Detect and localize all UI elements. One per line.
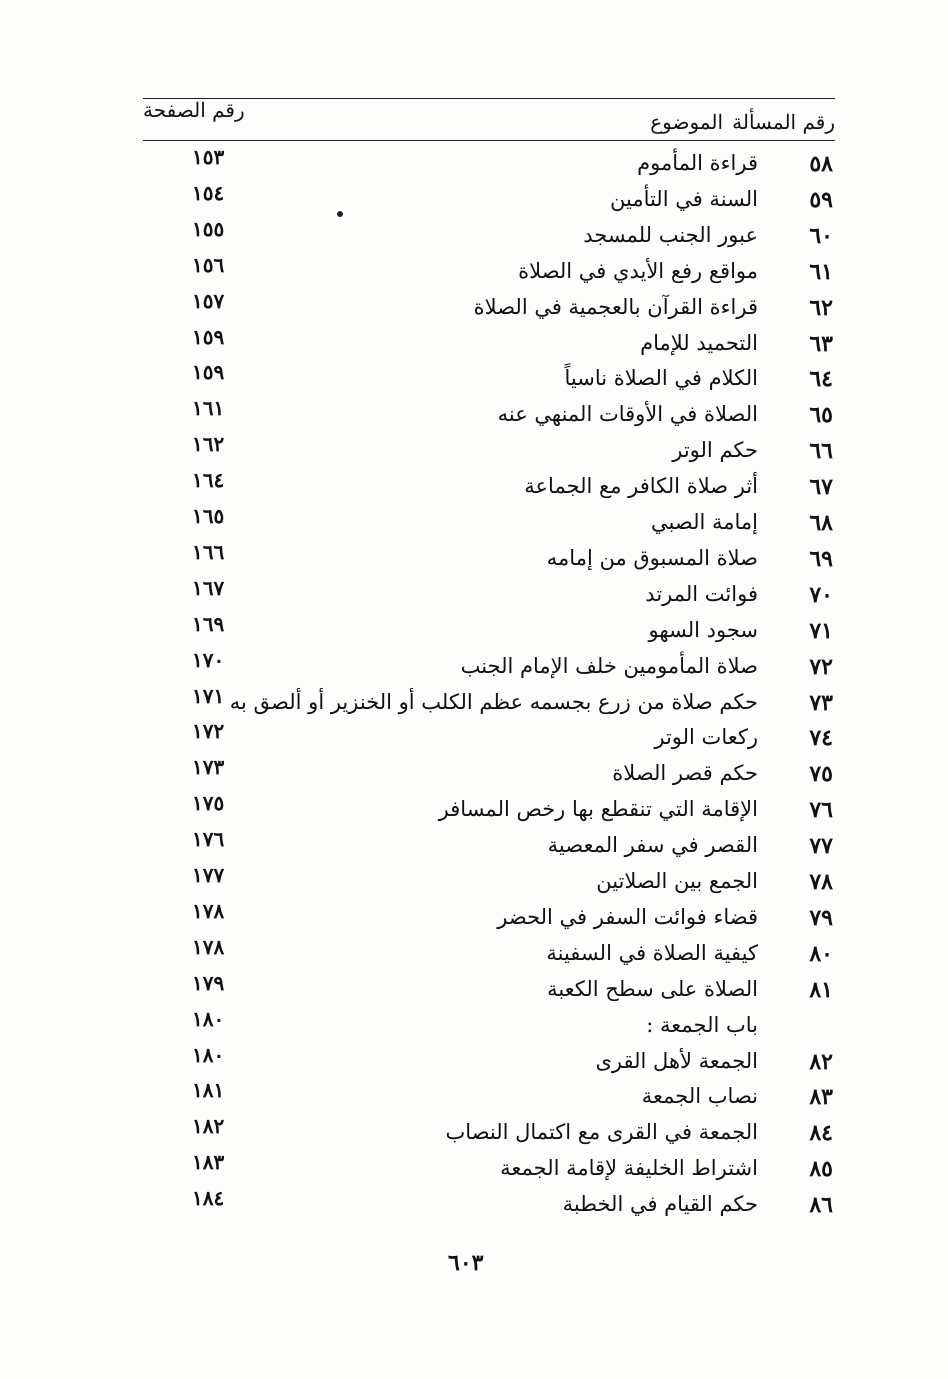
page-reference: ١٥٣ (192, 145, 225, 169)
issue-number: ٧٠ (809, 581, 833, 608)
table-row (0, 863, 948, 905)
issue-number: ٧٢ (809, 653, 833, 680)
topic-title: التحميد للإمام (640, 330, 758, 355)
page-reference: ١٦٥ (192, 504, 225, 528)
table-row (0, 1150, 948, 1192)
page-reference: ١٦٧ (192, 575, 225, 600)
page-reference: ١٨٣ (192, 1150, 225, 1175)
table-row (0, 791, 948, 833)
page-reference: ١٨١ (192, 1078, 225, 1103)
topic-title: ركعات الوتر (654, 725, 758, 750)
page-reference: ١٦٩ (192, 611, 225, 636)
table-row (0, 575, 948, 618)
page-reference: ١٥٧ (192, 288, 225, 313)
page-reference: ١٥٤ (192, 180, 225, 205)
page-reference: ١٥٥ (192, 216, 225, 241)
table-row (0, 970, 948, 1013)
table-row (0, 432, 948, 474)
header-top-rule (143, 98, 835, 99)
page-reference: ١٧٨ (192, 898, 225, 923)
table-row (0, 1114, 948, 1156)
topic-title: حكم الوتر (672, 438, 758, 463)
table-row (0, 539, 948, 582)
topic-title: باب الجمعة : (646, 1012, 758, 1037)
page-reference: ١٥٦ (192, 252, 225, 277)
header-bottom-rule (143, 140, 835, 141)
topic-title: القصر في سفر المعصية (547, 833, 758, 858)
issue-number: ٨٤ (809, 1120, 833, 1147)
table-row (0, 252, 948, 295)
topic-title: الجمعة لأهل القرى (595, 1048, 758, 1073)
topic-title: اشتراط الخليفة لإقامة الجمعة (500, 1156, 758, 1181)
issue-number: ٨٠ (809, 940, 833, 967)
page-number-footer: ٦٠٣ (448, 1250, 484, 1276)
topic-title: قضاء فوائت السفر في الحضر (497, 904, 758, 929)
page-reference: ١٨٤ (192, 1186, 225, 1211)
table-row (0, 611, 948, 654)
topic-title: كيفية الصلاة في السفينة (546, 940, 758, 965)
issue-number: ٧٩ (809, 904, 833, 931)
issue-number: ٦٤ (809, 366, 833, 393)
table-row (0, 288, 948, 331)
topic-title: سجود السهو (648, 617, 758, 642)
topic-title: صلاة المسبوق من إمامه (546, 545, 758, 570)
issue-number: ٦١ (809, 258, 833, 285)
issue-number: ٧٣ (809, 689, 833, 716)
issue-number: ٦٢ (809, 294, 833, 321)
issue-number: ٦٨ (809, 510, 833, 536)
issue-number: ٥٩ (809, 186, 833, 213)
topic-title: الجمعة في القرى مع اكتمال النصاب (445, 1120, 758, 1145)
table-row (0, 827, 948, 869)
table-row (0, 145, 948, 187)
topic-title: الإقامة التي تنقطع بها رخص المسافر (438, 797, 758, 822)
topic-title: حكم قصر الصلاة (612, 761, 758, 786)
topic-title: الجمع بين الصلاتين (596, 869, 758, 893)
issue-number: ٧٨ (809, 869, 833, 895)
page-reference: ١٧٦ (192, 827, 225, 852)
issue-number: ٦٩ (809, 545, 833, 572)
issue-number: ٦٦ (809, 438, 833, 465)
topic-title: أثر صلاة الكافر مع الجماعة (524, 474, 758, 499)
issue-number: ٨٢ (809, 1048, 833, 1075)
topic-title: مواقع رفع الأيدي في الصلاة (518, 258, 758, 283)
issue-number: ٧٤ (809, 725, 833, 752)
page-reference: ١٧٥ (192, 791, 225, 816)
topic-title: نصاب الجمعة (641, 1084, 758, 1109)
page-reference: ١٦١ (192, 396, 225, 421)
table-row (0, 216, 948, 259)
issue-number: ٨٦ (809, 1192, 833, 1219)
issue-number: ٧٧ (809, 833, 833, 860)
page-reference: ١٧٢ (192, 719, 225, 744)
page-reference: ١٧٨ (192, 934, 225, 959)
table-row (0, 683, 948, 726)
topic-title: قراءة المأموم (637, 151, 758, 175)
topic-title: عبور الجنب للمسجد (583, 222, 758, 247)
stray-dot (337, 211, 343, 217)
table-row (0, 1186, 948, 1228)
header-issue-number-label: رقم المسألة (732, 110, 835, 134)
page-reference: ١٦٤ (192, 468, 225, 493)
page-reference: ١٧٣ (192, 755, 225, 780)
page-reference: ١٧٩ (192, 970, 225, 995)
topic-title: السنة في التأمين (610, 186, 758, 211)
issue-number: ٧٥ (809, 761, 833, 788)
page-reference: ١٥٩ (192, 360, 225, 385)
table-row (0, 180, 948, 223)
issue-number: ٦٠ (809, 222, 833, 249)
topic-title: حكم القيام في الخطبة (562, 1192, 758, 1217)
page-reference: ١٧٧ (192, 863, 225, 887)
header-topic-label: الموضوع (650, 110, 723, 134)
issue-number: ٦٧ (809, 474, 833, 501)
page-reference: ١٨٠ (192, 1006, 225, 1031)
page-reference: ١٥٩ (192, 324, 225, 349)
topic-title: حكم صلاة من زرع بجسمه عظم الكلب أو الخنزير أو ألصق به (229, 689, 758, 714)
page-reference: ١٧١ (192, 683, 225, 708)
table-row (0, 934, 948, 977)
issue-number: ٨٣ (809, 1084, 833, 1111)
page-reference: ١٨٠ (192, 1042, 225, 1067)
table-row (0, 647, 948, 690)
table-row (0, 360, 948, 402)
issue-number: ٧٦ (809, 797, 833, 824)
table-row (0, 1006, 948, 1049)
page-reference: ١٧٠ (192, 647, 225, 672)
issue-number: ٧١ (809, 617, 833, 644)
table-row (0, 1078, 948, 1120)
page-reference: ١٦٦ (192, 539, 225, 564)
table-row (0, 719, 948, 761)
table-row (0, 396, 948, 438)
topic-title: الصلاة في الأوقات المنهي عنه (497, 402, 758, 427)
page-reference: ١٨٢ (192, 1114, 225, 1139)
topic-title: فوائت المرتد (645, 581, 758, 606)
topic-title: قراءة القرآن بالعجمية في الصلاة (473, 294, 758, 319)
topic-title: إمامة الصبي (651, 510, 758, 534)
issue-number: ٨١ (809, 976, 833, 1003)
page-reference: ١٦٢ (192, 432, 225, 457)
topic-title: الكلام في الصلاة ناسياً (564, 366, 758, 391)
table-row (0, 1042, 948, 1085)
table-row (0, 755, 948, 797)
table-row (0, 504, 948, 546)
issue-number: ٥٨ (809, 151, 833, 177)
issue-number: ٦٥ (809, 402, 833, 429)
table-row (0, 898, 948, 941)
topic-title: الصلاة على سطح الكعبة (547, 976, 758, 1001)
table-row (0, 468, 948, 510)
issue-number: ٨٥ (809, 1156, 833, 1183)
issue-number: ٦٣ (809, 330, 833, 357)
table-row (0, 324, 948, 367)
header-page-number-label: رقم الصفحة (143, 98, 245, 122)
topic-title: صلاة المأمومين خلف الإمام الجنب (460, 653, 758, 678)
